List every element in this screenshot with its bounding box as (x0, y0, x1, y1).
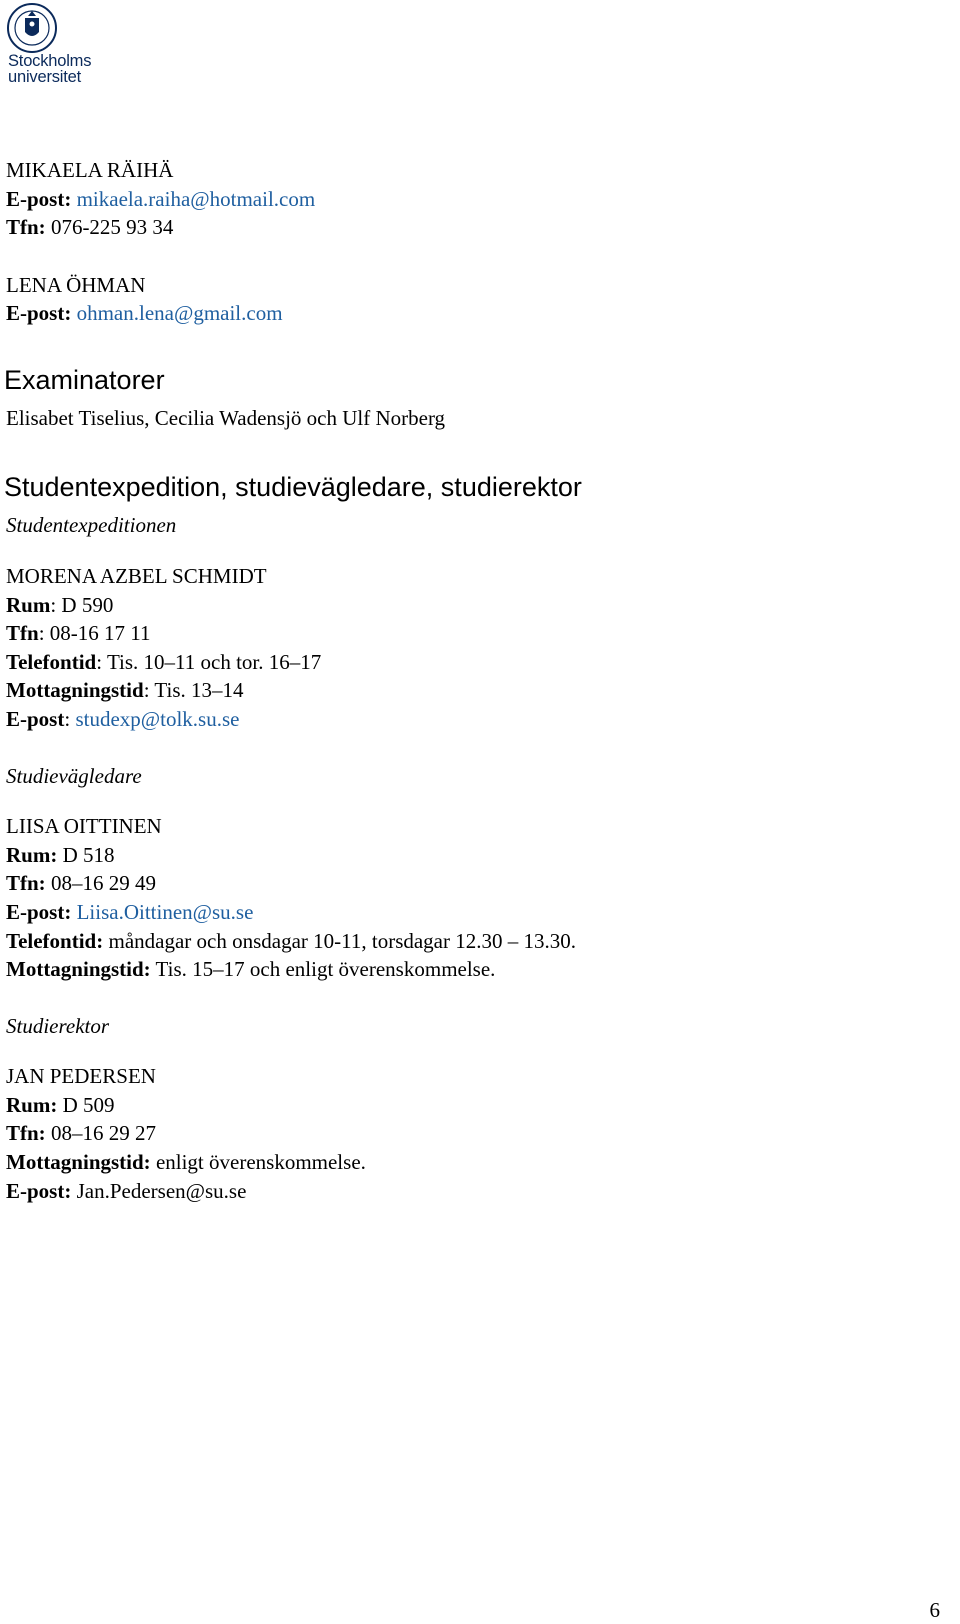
room-value: D 518 (57, 843, 115, 867)
email-label: E-post: (6, 187, 72, 211)
room-value: : D 590 (50, 593, 114, 617)
logo-line-1: Stockholms (8, 52, 92, 70)
section-heading: Studentexpedition, studievägledare, studierektor (4, 472, 582, 502)
reception-value: enligt överenskommelse. (150, 1150, 366, 1174)
contact-name: LENA ÖHMAN (6, 273, 146, 297)
email-label: E-post: (6, 900, 72, 924)
expedition-room-row (6, 592, 113, 618)
reception-label: Mottagningstid: (6, 1150, 151, 1174)
email-link[interactable]: ohman.lena@gmail.com (76, 301, 283, 325)
phonetime-label: Telefontid: (6, 929, 104, 953)
director-subheading: Studierektor (6, 1014, 110, 1038)
email-link[interactable]: Liisa.Oittinen@su.se (76, 900, 254, 924)
email-separator: : (64, 707, 76, 731)
logo-line-2: universitet (8, 67, 82, 86)
contact-email-row (6, 186, 315, 212)
room-value: D 509 (57, 1093, 115, 1117)
phone-value: 08–16 29 27 (45, 1121, 156, 1145)
phone-value: 076-225 93 34 (50, 215, 174, 239)
director-email-row (6, 1178, 246, 1204)
director-phone-row (6, 1120, 156, 1146)
phonetime-value: måndagar och onsdagar 10-11, torsdagar 12.30 – 13.30. (103, 929, 577, 953)
reception-label: Mottagningstid: (6, 957, 151, 981)
university-seal-icon (6, 2, 58, 54)
phone-label: Tfn: (6, 1121, 46, 1145)
reception-label: Mottagningstid (6, 678, 144, 702)
logo-wordmark (8, 54, 91, 85)
reception-value: Tis. 15–17 och enligt överenskommelse. (150, 957, 496, 981)
advisor-name: LIISA OITTINEN (6, 814, 162, 838)
email-link[interactable]: mikaela.raiha@hotmail.com (76, 187, 316, 211)
room-label: Rum: (6, 843, 58, 867)
expedition-phone-row (6, 620, 151, 646)
reception-value: : Tis. 13–14 (143, 678, 244, 702)
advisor-reception-row (6, 956, 495, 982)
expedition-subheading: Studentexpeditionen (6, 513, 177, 537)
advisor-room-row (6, 842, 115, 868)
advisor-subheading: Studievägledare (6, 764, 142, 788)
advisor-email-row (6, 899, 253, 925)
director-room-row (6, 1092, 115, 1118)
email-value: Jan.Pedersen@su.se (71, 1179, 247, 1203)
examiners-heading: Examinatorer (4, 365, 165, 395)
phonetime-value: : Tis. 10–11 och tor. 16–17 (96, 650, 322, 674)
phone-value: : 08-16 17 11 (38, 621, 151, 645)
advisor-phonetime-row (6, 928, 576, 954)
contact-email-row (6, 300, 283, 326)
phone-label: Tfn: (6, 871, 46, 895)
phonetime-label: Telefontid (6, 650, 97, 674)
university-logo (4, 2, 114, 88)
director-reception-row (6, 1149, 366, 1175)
phone-label: Tfn (6, 621, 39, 645)
expedition-name: MORENA AZBEL SCHMIDT (6, 564, 267, 588)
phone-value: 08–16 29 49 (45, 871, 156, 895)
examiners-names: Elisabet Tiselius, Cecilia Wadensjö och Ulf Norberg (6, 406, 446, 430)
email-link[interactable]: studexp@tolk.su.se (75, 707, 240, 731)
advisor-phone-row (6, 870, 156, 896)
contact-name: MIKAELA RÄIHÄ (6, 158, 174, 182)
director-name: JAN PEDERSEN (6, 1064, 156, 1088)
email-label: E-post (6, 707, 65, 731)
room-label: Rum: (6, 1093, 58, 1117)
room-label: Rum (6, 593, 51, 617)
email-label: E-post: (6, 1179, 72, 1203)
page-number: 6 (929, 1598, 940, 1622)
phone-label: Tfn: (6, 215, 46, 239)
expedition-reception-row (6, 677, 244, 703)
expedition-phonetime-row (6, 649, 321, 675)
email-label: E-post: (6, 301, 72, 325)
contact-phone-row (6, 214, 173, 240)
expedition-email-row (6, 706, 239, 732)
